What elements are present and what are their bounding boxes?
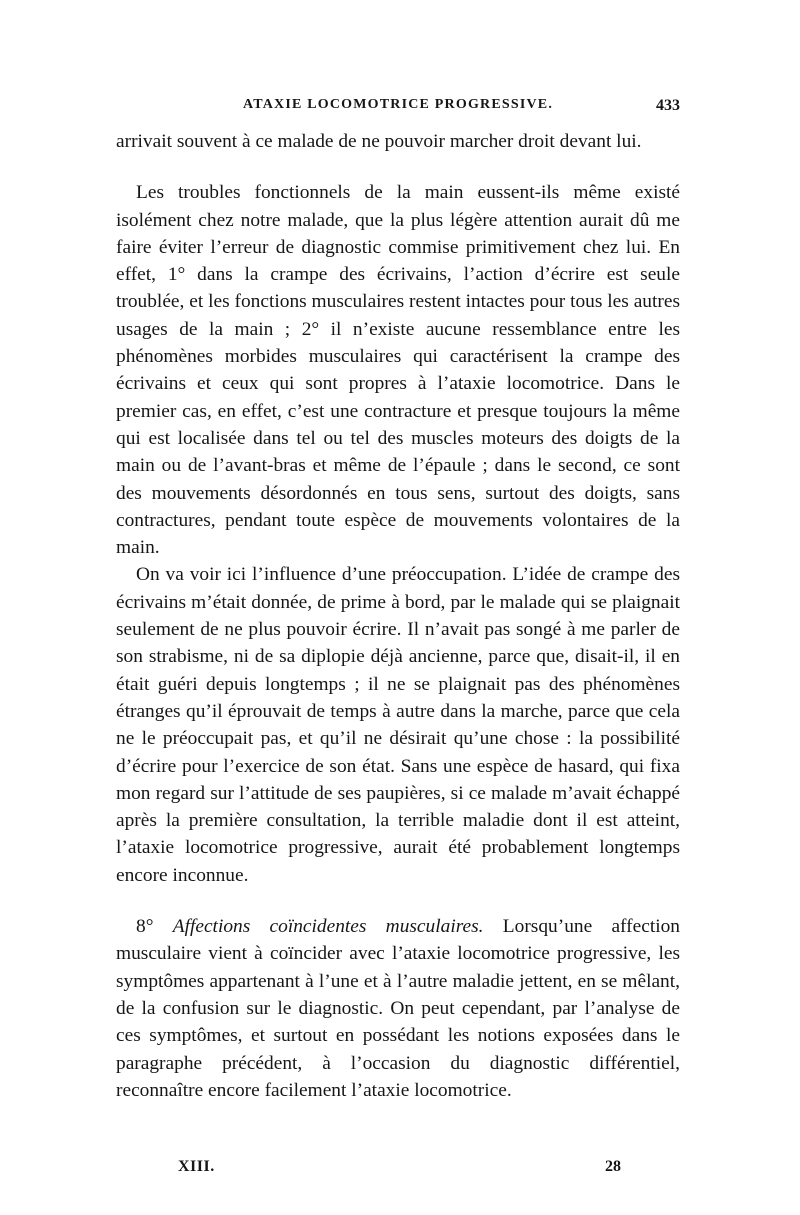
running-head [116,97,680,121]
running-title: ATAXIE LOCOMOTRICE PROGRESSIVE. [242,97,554,112]
paragraph-continuation: arrivait souvent à ce malade de ne pouvoir marcher droit devant lui. [116,131,642,152]
section-title: Affections coïncidentes musculaires. [172,916,484,938]
paragraph-writers-cramp: Les troubles fonctionnels de la main eussent-ils même existé isolément chez notre malade, que la plus légère attention aurait dû me faire éviter l’erreur de diagnostic commise primitivement chez lui. En effet, 1° dans la crampe des écrivains, l’action d’écrire est seule troublée, et les fonctions musculaires restent intactes pour tous les autres usages de la main ; 2° il n’existe aucune ressemblance entre les phénomènes morbides musculaires qui caractérisent la crampe des écrivains et ceux qui sont propres à l’ataxie locomotrice. Dans le premier cas, en effet, c’est une contracture et presque toujours la même qui est localisée dans tel ou tel des muscles moteurs des doigts de la main ou de l’avant-bras et même de l’épaule ; dans le second, ce sont des mouvements désordonnés en tous sens, surtout des doigts, sans contractures, pendant toute espèce de mouvements volontaires de la main. [116,182,680,559]
section-text: Lorsqu’une affection musculaire vient à coïncider avec l’ataxie locomotrice progressive, les symptômes appartenant à l’une et à l’autre maladie jettent, en se mêlant, de la confusion sur le diagnostic. On peut cependant, par l’analyse de ces symptômes, et surtout en possédant les notions exposées dans le paragraphe précédent, à l’occasion du diagnostic différentiel, reconnaître encore facilement l’ataxie locomotrice. [116,916,680,1101]
paragraph-preoccupation: On va voir ici l’influence d’une préoccupation. L’idée de crampe des écrivains m’était donnée, de prime à bord, par le malade qui se plaignait seulement de ne plus pouvoir écrire. Il n’avait pas songé à me parler de son strabisme, ni de sa diplopie déjà ancienne, parce que, disait-il, il en était guéri depuis longtemps ; il ne se plaignait pas des phénomènes étranges qu’il éprouvait de temps à autre dans la marche, parce que cela ne le préoccupait pas, et qu’il ne désirait qu’une chose : la possibilité d’écrire pour l’exercice de son état. Sans une espèce de hasard, qui fixa mon regard sur l’attitude de ses paupières, si ce malade m’avait échappé après la première consultation, la terrible maladie dont il est atteint, l’ataxie locomotrice progressive, aurait été probablement longtemps encore inconnue. [116,564,680,886]
folio-number: 28 [605,1158,621,1175]
paragraph-section-8 [116,913,680,1104]
section-number: 8° [136,916,154,938]
body-text [116,128,680,1104]
signature-mark: XIII. [178,1158,215,1175]
page-number: 433 [656,97,680,114]
